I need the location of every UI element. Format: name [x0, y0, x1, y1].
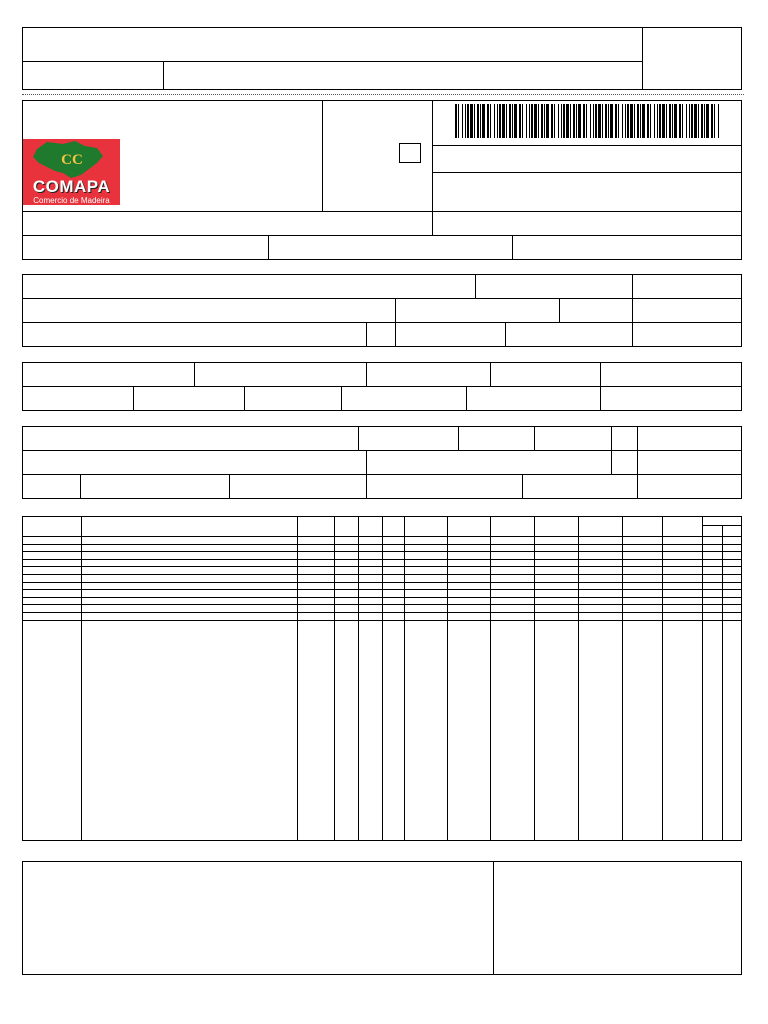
company-logo [23, 139, 120, 205]
logo-monogram: CC [61, 152, 83, 168]
cut-line [22, 94, 744, 95]
additional-info-block [22, 861, 742, 975]
receipt-stub [22, 27, 742, 90]
logo-brand: COMAPA [32, 177, 111, 196]
logo-tagline: Comercio de Madeira [33, 196, 110, 205]
barcode-icon [455, 104, 721, 138]
transport-block [22, 426, 742, 499]
recipient-block [22, 274, 742, 347]
entry-exit-box[interactable] [399, 143, 421, 163]
